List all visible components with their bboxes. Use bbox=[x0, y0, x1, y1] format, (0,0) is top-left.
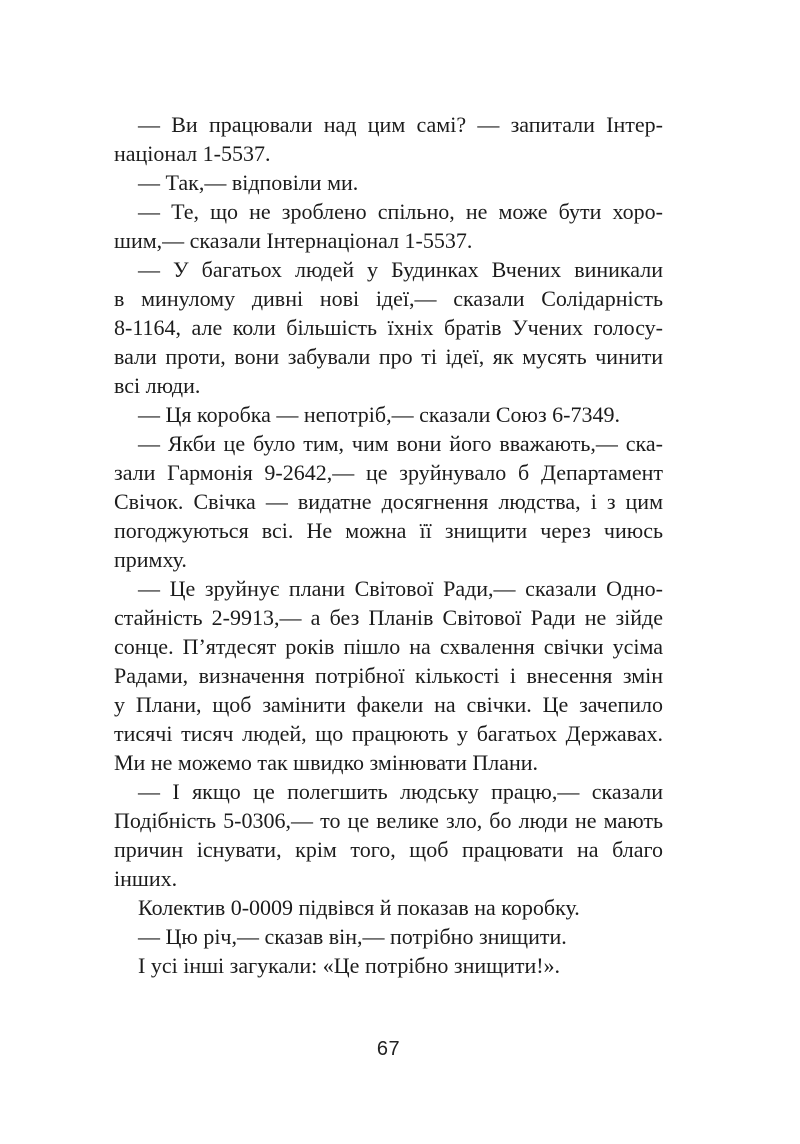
text-line: — Так,— відповіли ми. bbox=[138, 170, 359, 195]
text-line: Радами, визначення потрібної кількості і внесення змін bbox=[114, 663, 663, 688]
text-line: — Цю річ,— сказав він,— потрібно знищити. bbox=[138, 924, 567, 949]
text-line: — Якби це було тим, чим вони його вважають,— ска- bbox=[138, 431, 663, 456]
text-line: стайність 2-9913,— а без Планів Світової Ради не зійде bbox=[114, 605, 663, 630]
text-line: — І якщо це полегшить людську працю,— сказали bbox=[138, 779, 663, 804]
text-line: в минулому дивні нові ідеї,— сказали Солідарність bbox=[114, 286, 663, 311]
text-line: зали Гармонія 9-2642,— це зруйнувало б Департамент bbox=[114, 460, 663, 485]
text-line: вали проти, вони забували про ті ідеї, як мусять чинити bbox=[114, 344, 663, 369]
paragraph bbox=[114, 951, 663, 980]
text-line: примху. bbox=[114, 547, 187, 572]
text-line: націонал 1-5537. bbox=[114, 141, 271, 166]
text-line: погоджуються всі. Не можна її знищити через чиюсь bbox=[114, 518, 663, 543]
paragraph bbox=[114, 400, 663, 429]
paragraph bbox=[114, 893, 663, 922]
text-line: інших. bbox=[114, 866, 178, 891]
text-line: Подібність 5-0306,— то це велике зло, бо люди не мають bbox=[114, 808, 663, 833]
text-line: — Ви працювали над цим самі? — запитали Інтер- bbox=[138, 112, 663, 137]
text-line: всі люди. bbox=[114, 373, 201, 398]
text-line: Ми не можемо так швидко змінювати Плани. bbox=[114, 750, 539, 775]
text-line: — Те, що не зроблено спільно, не може бути хоро- bbox=[138, 199, 663, 224]
text-line: у Плани, щоб замінити факели на свічки. Це зачепило bbox=[114, 692, 663, 717]
text-line: Колектив 0-0009 підвівся й показав на коробку. bbox=[138, 895, 580, 920]
paragraph bbox=[114, 197, 663, 255]
paragraph bbox=[114, 777, 663, 893]
body-text bbox=[114, 110, 663, 980]
paragraph bbox=[114, 168, 663, 197]
text-line: 8-1164, але коли більшість їхніх братів Учених голосу- bbox=[114, 315, 663, 340]
text-line: шим,— сказали Інтернаціонал 1-5537. bbox=[114, 228, 473, 253]
paragraph bbox=[114, 255, 663, 400]
text-line: — У багатьох людей у Будинках Вчених виникали bbox=[138, 257, 663, 282]
paragraph bbox=[114, 429, 663, 574]
text-line: І усі інші загукали: «Це потрібно знищити!». bbox=[138, 953, 561, 978]
text-line: Свічок. Свічка — видатне досягнення людства, і з цим bbox=[114, 489, 663, 514]
paragraph bbox=[114, 922, 663, 951]
text-line: сонце. П’ятдесят років пішло на схвалення свічки усіма bbox=[114, 634, 663, 659]
text-line: — Ця коробка — непотріб,— сказали Союз 6-7349. bbox=[138, 402, 621, 427]
paragraph bbox=[114, 574, 663, 777]
text-line: тисячі тисяч людей, що працюють у багатьох Державах. bbox=[114, 721, 663, 746]
paragraph bbox=[114, 110, 663, 168]
text-line: причин існувати, крім того, щоб працювати на благо bbox=[114, 837, 663, 862]
page-number: 67 bbox=[376, 1038, 401, 1060]
text-line: — Це зруйнує плани Світової Ради,— сказали Одно- bbox=[138, 576, 663, 601]
